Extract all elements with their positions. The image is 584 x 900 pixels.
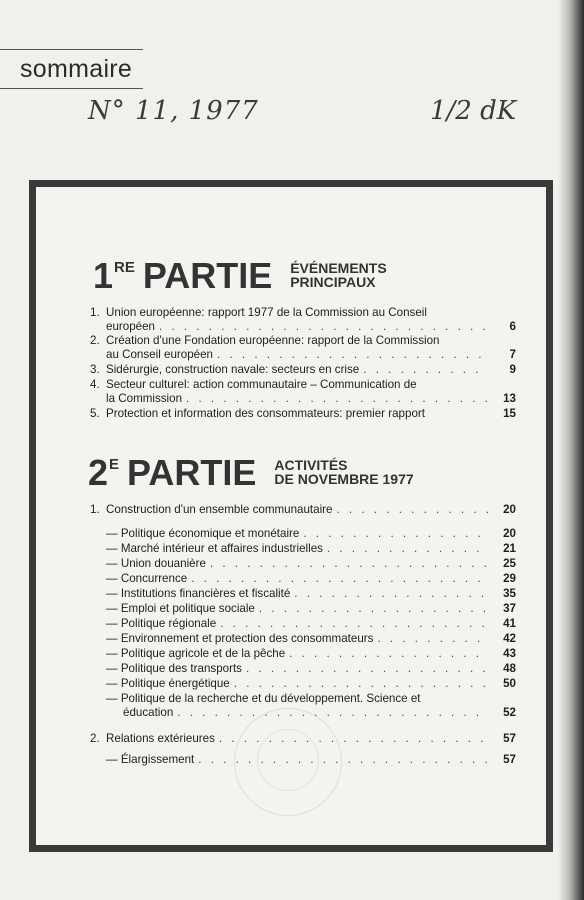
page-number: 52	[503, 706, 516, 719]
part1-ordinal: RE	[114, 259, 135, 276]
part2-word: PARTIE	[127, 452, 257, 493]
page-number: 15	[503, 407, 516, 420]
toc-item-1-line1: 1. Union européenne: rapport 1977 de la Commission au Conseil	[90, 306, 427, 319]
toc-section-1[interactable]: 1. Construction d'un ensemble communautaire . . . 20	[90, 503, 516, 517]
page-number: 57	[503, 753, 516, 766]
toc-item-3[interactable]: 3. Sidérurgie, construction navale: secteurs en crise . . . 9	[90, 363, 516, 377]
page-number: 29	[503, 572, 516, 585]
toc-subitem[interactable]: — Élargissement . . . 57	[106, 753, 516, 767]
part2-ordinal: E	[109, 456, 120, 473]
toc-item-5[interactable]: 5. Protection et information des consommateurs: premier rapport 15	[90, 407, 516, 420]
leader-dots	[336, 503, 488, 517]
leader-dots	[246, 662, 488, 676]
page-number: 41	[503, 617, 516, 630]
toc-item-2-line1: 2. Création d'une Fondation européenne: rapport de la Commission	[90, 334, 440, 347]
toc-item-2[interactable]: au Conseil européen . . . 7	[106, 348, 516, 362]
part2-heading	[88, 452, 414, 493]
page-edge-shadow	[558, 0, 584, 900]
toc-section-2[interactable]: 2. Relations extérieures . . . 57	[90, 732, 516, 746]
header-rule-bottom	[0, 88, 143, 89]
page-number: 57	[503, 732, 516, 745]
part1-word: PARTIE	[142, 255, 273, 296]
page-number: 50	[503, 677, 516, 690]
leader-dots	[177, 706, 488, 720]
leader-dots	[234, 677, 488, 691]
leader-dots	[186, 392, 488, 406]
toc-subitem-long[interactable]: éducation . . . 52	[123, 706, 516, 720]
toc-subitem[interactable]: — Politique régionale . . . 41	[106, 617, 516, 631]
part1-heading	[93, 255, 387, 296]
leader-dots	[303, 527, 488, 541]
faded-library-stamp	[234, 708, 342, 816]
toc-subitem[interactable]: — Concurrence . . . 29	[106, 572, 516, 586]
page-number: 42	[503, 632, 516, 645]
page-title: sommaire	[20, 55, 133, 83]
page-number: 20	[503, 503, 516, 516]
page-number: 13	[503, 392, 516, 405]
leader-dots	[327, 542, 488, 556]
header-rule-top	[0, 49, 143, 50]
leader-dots	[210, 557, 488, 571]
leader-dots	[217, 348, 488, 362]
page-number: 35	[503, 587, 516, 600]
toc-subitem[interactable]: — Politique énergétique . . . 50	[106, 677, 516, 691]
toc-subitem[interactable]: — Environnement et protection des consommateurs . . . 42	[106, 632, 516, 646]
toc-item-4[interactable]: la Commission . . . 13	[106, 392, 516, 406]
page-number: 48	[503, 662, 516, 675]
toc-subitem[interactable]: — Politique des transports . . . 48	[106, 662, 516, 676]
page-number: 37	[503, 602, 516, 615]
toc-subitem[interactable]: — Marché intérieur et affaires industrielles . . . 21	[106, 542, 516, 556]
toc-subitem[interactable]: — Emploi et politique sociale . . . 37	[106, 602, 516, 616]
leader-dots	[289, 647, 488, 661]
leader-dots	[294, 587, 488, 601]
toc-subitem[interactable]: — Institutions financières et fiscalité . . . 35	[106, 587, 516, 601]
leader-dots	[259, 602, 488, 616]
part2-number: 2	[88, 452, 109, 493]
leader-dots	[363, 363, 488, 377]
leader-dots	[377, 632, 488, 646]
leader-dots	[191, 572, 488, 586]
toc-subitem-long-line1: — Politique de la recherche et du développement. Science et	[106, 692, 421, 705]
part2-subtitle: ACTIVITÉS DE NOVEMBRE 1977	[274, 457, 414, 487]
page-number: 25	[503, 557, 516, 570]
toc-subitem[interactable]: — Politique économique et monétaire . . . 20	[106, 527, 516, 541]
stamp-seal	[257, 729, 319, 791]
toc-subitem[interactable]: — Union douanière . . . 25	[106, 557, 516, 571]
toc-item-4-line1: 4. Secteur culturel: action communautaire – Communication de	[90, 378, 417, 391]
page-number: 9	[509, 363, 516, 376]
page-number: 7	[509, 348, 516, 361]
part1-number: 1	[93, 255, 114, 296]
part1-subtitle: ÉVÉNEMENTS PRINCIPAUX	[290, 260, 387, 290]
toc-item-1[interactable]: européen . . . 6	[106, 320, 516, 334]
page-number: 43	[503, 647, 516, 660]
toc-subitem[interactable]: — Politique agricole et de la pêche . . . 43	[106, 647, 516, 661]
handwritten-issue-number: N° 11, 1977	[88, 96, 259, 126]
page-number: 6	[509, 320, 516, 333]
handwritten-annotation: 1/2 dK	[430, 96, 517, 126]
page-number: 20	[503, 527, 516, 540]
page-number: 21	[503, 542, 516, 555]
leader-dots	[220, 617, 488, 631]
leader-dots	[159, 320, 488, 334]
